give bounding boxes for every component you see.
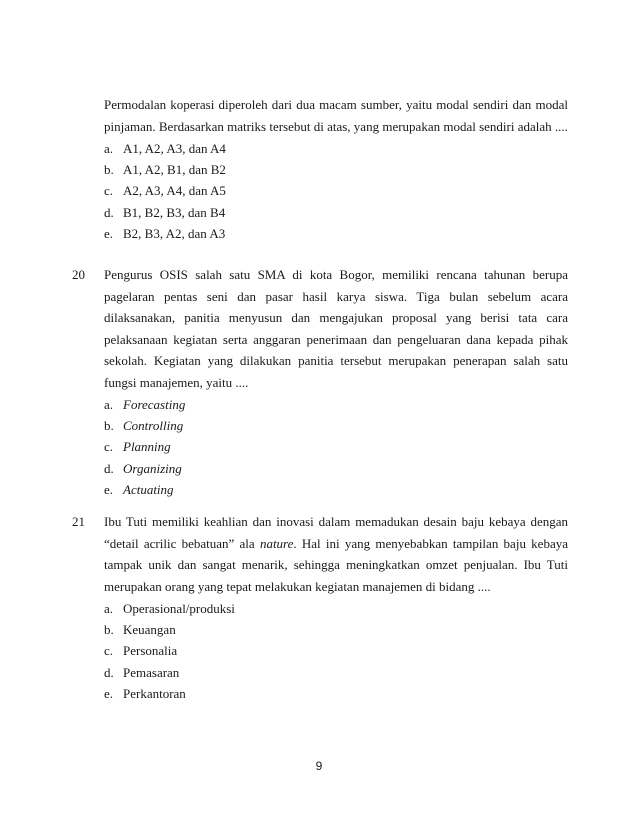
option-a	[104, 394, 568, 415]
option-a	[104, 598, 568, 619]
option-text: Planning	[123, 439, 171, 455]
stem-text: . Hal ini yang menyebabkan tampilan baju kebaya tampak unik dan sangat menarik, sehingga meningkatkan omzet penjualan. Ibu Tuti merupakan orang yang tepat melakukan kegiatan manajemen di bidang ....	[104, 535, 568, 594]
option-d	[104, 458, 568, 479]
option-text: Keuangan	[123, 622, 176, 638]
option-letter: e.	[104, 481, 114, 497]
option-d	[104, 202, 568, 223]
option-letter: b.	[104, 162, 114, 178]
option-e	[104, 223, 568, 244]
option-text: Organizing	[123, 460, 182, 476]
option-e	[104, 479, 568, 500]
option-text: Forecasting	[123, 397, 186, 412]
option-text: A1, A2, A3, dan A4	[123, 141, 226, 156]
question-21-stem	[104, 511, 568, 597]
option-b	[104, 415, 568, 436]
question-number: 21	[72, 514, 85, 529]
option-text: Perkantoran	[123, 685, 186, 701]
option-text: B1, B2, B3, dan B4	[123, 204, 226, 220]
option-letter: e.	[104, 225, 114, 241]
option-text: Actuating	[123, 481, 174, 497]
option-letter: c.	[104, 643, 114, 659]
option-text: Pemasaran	[123, 664, 180, 680]
option-letter: a.	[104, 601, 114, 616]
option-letter: a.	[104, 141, 114, 156]
option-letter: c.	[104, 439, 114, 455]
option-b	[104, 159, 568, 180]
option-letter: b.	[104, 418, 114, 434]
stem-italic-term: nature	[259, 535, 294, 551]
option-e	[104, 683, 568, 704]
option-text: Controlling	[123, 418, 184, 434]
option-c	[104, 436, 568, 457]
option-text: Personalia	[123, 643, 178, 659]
question-20-stem: Pengurus OSIS salah satu SMA di kota Bogor, memiliki rencana tahunan berupa pagelaran pentas seni dan pasar hasil karya siswa. Tiga bulan sebelum acara dilaksanakan, panitia menyusun dan mengajukan proposal yang berisi tata cara pelaksanaan kegiatan serta anggaran penerimaan dan pengeluaran dana kepada pihak sekolah. Kegiatan yang dilakukan panitia tersebut merupakan penerapan salah satu fungsi manajemen, yaitu ....	[104, 267, 568, 390]
option-text: Operasional/produksi	[123, 601, 235, 616]
option-c	[104, 180, 568, 201]
option-letter: d.	[104, 460, 114, 476]
stem-text: Ibu Tuti memiliki keahlian dan inovasi dalam memadukan desain baju kebaya dengan “detail acrilic bebatuan” ala	[104, 514, 568, 551]
option-letter: d.	[104, 204, 114, 220]
option-a	[104, 138, 568, 159]
option-letter: c.	[104, 183, 114, 199]
option-text: B2, B3, A2, dan A3	[123, 225, 226, 241]
option-letter: e.	[104, 685, 114, 701]
option-b	[104, 619, 568, 640]
option-letter: b.	[104, 622, 114, 638]
option-text: A1, A2, B1, dan B2	[123, 162, 226, 178]
option-d	[104, 662, 568, 683]
option-letter: d.	[104, 664, 114, 680]
page-number: 9	[315, 759, 323, 773]
option-text: A2, A3, A4, dan A5	[123, 183, 226, 199]
question-19-stem: Permodalan koperasi diperoleh dari dua macam sumber, yaitu modal sendiri dan modal pinjaman. Berdasarkan matriks tersebut di atas, yang merupakan modal sendiri adalah ....	[104, 97, 568, 134]
option-c	[104, 640, 568, 661]
question-number: 20	[72, 267, 85, 282]
option-letter: a.	[104, 397, 114, 412]
